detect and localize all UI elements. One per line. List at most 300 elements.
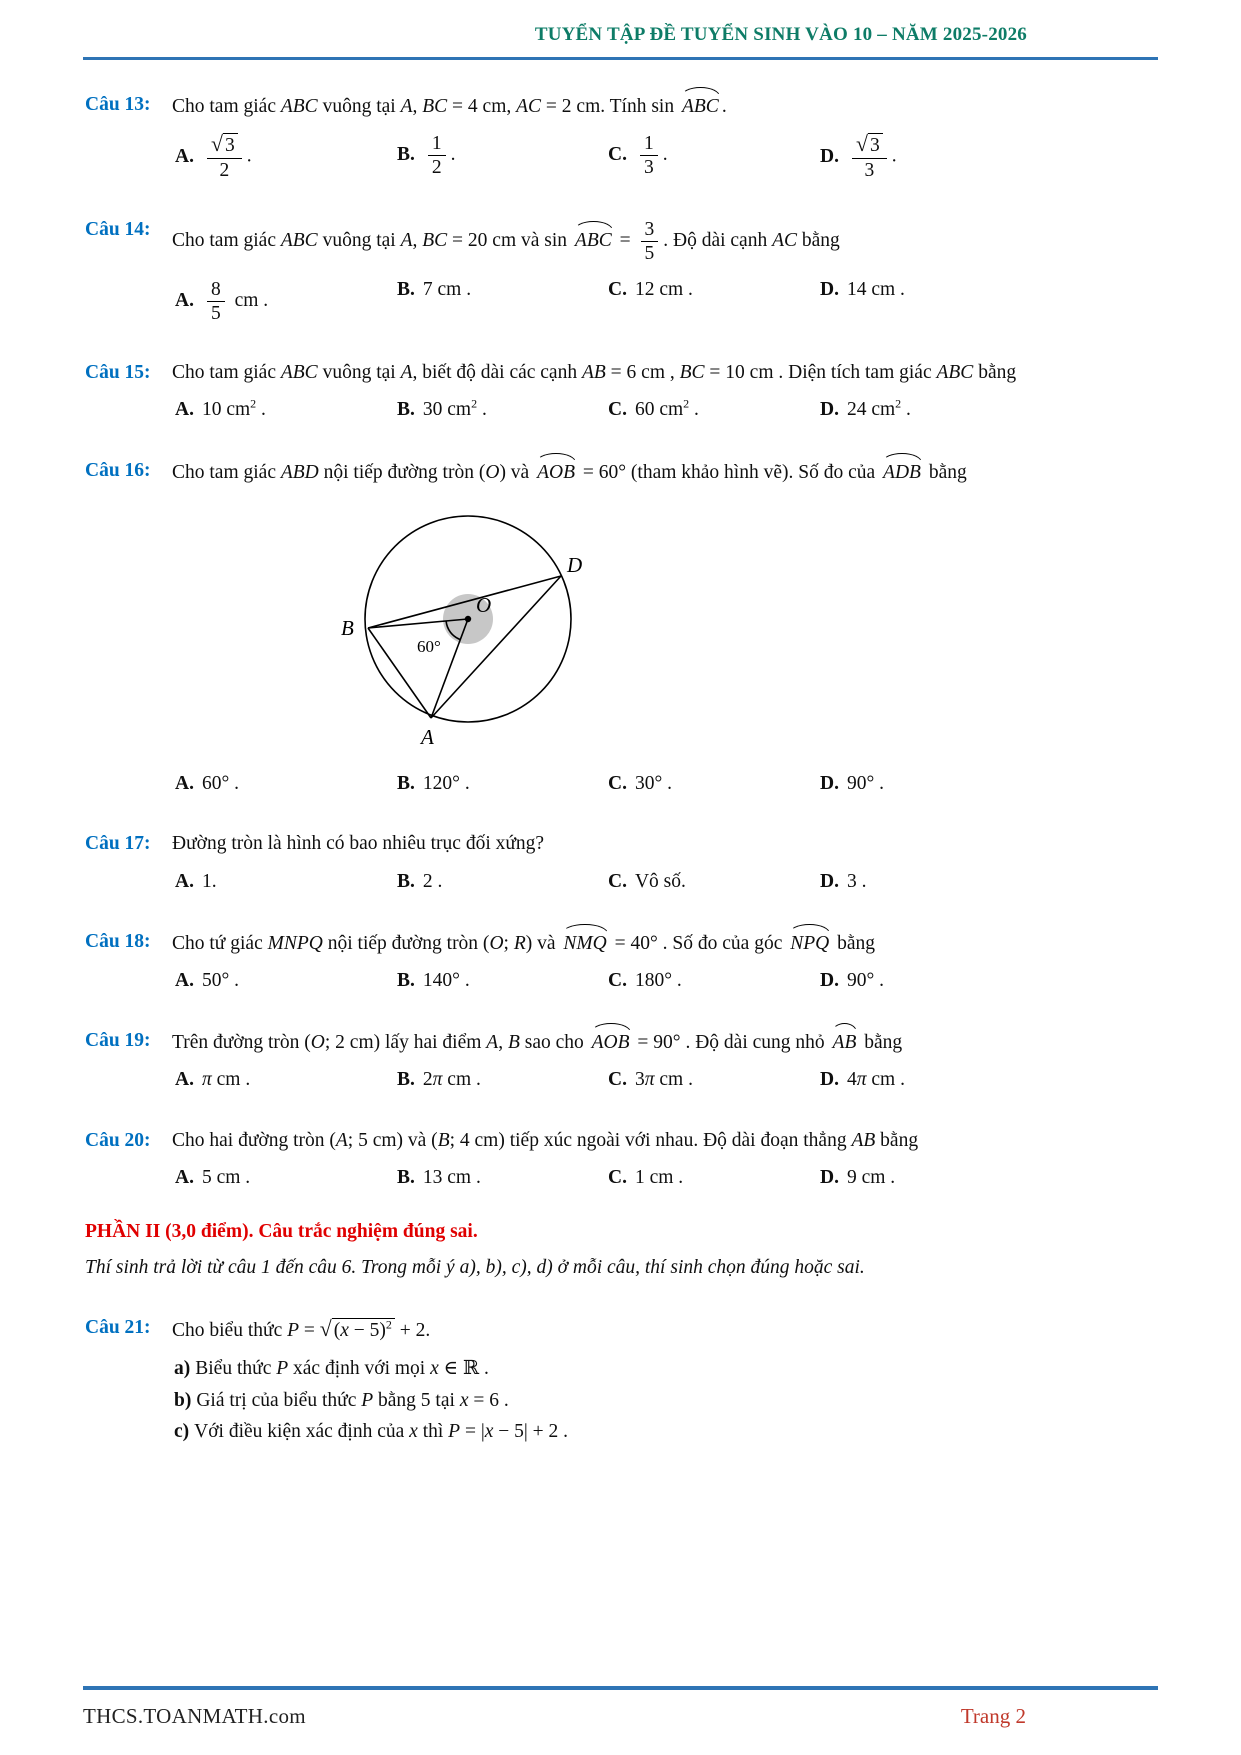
- question-text: [172, 358, 1030, 388]
- text-run: 60 cm: [634, 399, 684, 421]
- option-letter: B.: [397, 279, 415, 301]
- page-footer: [83, 1686, 1158, 1733]
- text-run: + 2.: [394, 1320, 431, 1342]
- option: [820, 1163, 1030, 1193]
- text-run: 1.: [201, 870, 217, 892]
- option-letter: C.: [608, 1166, 627, 1188]
- subitem: [174, 1385, 1030, 1417]
- option: [820, 1065, 1030, 1095]
- question: [85, 1313, 1030, 1448]
- option-letter: D.: [820, 773, 839, 795]
- option: [175, 1163, 397, 1193]
- text-run: 7 cm .: [422, 279, 472, 301]
- question-text: [172, 1313, 1030, 1347]
- text-run: nội tiếp đường tròn (: [318, 461, 486, 483]
- text-run: .: [246, 145, 252, 167]
- math-var: x: [340, 1320, 349, 1342]
- text-run: . Độ dài cạnh: [663, 230, 773, 252]
- question: [85, 927, 1030, 996]
- option: [397, 1065, 608, 1095]
- text-run: = 90° . Độ dài cung nhỏ: [632, 1032, 830, 1054]
- math-var: AB: [851, 1129, 876, 1151]
- text-run: Giá trị của biểu thức: [196, 1389, 362, 1411]
- text-run: cm .: [654, 1069, 693, 1091]
- text-run: = 4 cm,: [447, 96, 517, 118]
- text-run: Cho tam giác: [172, 230, 281, 252]
- text-run: sao cho: [519, 1032, 589, 1054]
- page-header: [0, 0, 1241, 54]
- option: [608, 1065, 820, 1095]
- question: [85, 1026, 1030, 1095]
- math-var: P: [287, 1320, 300, 1342]
- question-text: [172, 1026, 1030, 1058]
- text-run: 30° .: [634, 773, 673, 795]
- text-run: Cho tam giác: [172, 461, 281, 483]
- text-run: 2: [422, 1069, 433, 1091]
- footer-site-link[interactable]: THCS.TOANMATH.com: [83, 1704, 306, 1729]
- question-number: Câu 13:: [85, 94, 151, 116]
- option-letter: D.: [820, 279, 839, 301]
- text-run: =: [299, 1320, 320, 1342]
- text-run: Cho tam giác: [172, 96, 281, 118]
- text-run: Cho tứ giác: [172, 932, 268, 954]
- superscript: 2: [683, 396, 690, 411]
- math-var: x: [430, 1358, 439, 1380]
- math-var: MNPQ: [267, 932, 323, 954]
- math-var: x: [484, 1421, 494, 1443]
- radical-sign: √: [210, 132, 223, 157]
- option-letter: A.: [175, 145, 194, 167]
- denominator: [215, 159, 233, 182]
- point-label-d: D: [567, 552, 583, 577]
- question-number: Câu 15:: [85, 362, 151, 384]
- fraction: [640, 132, 658, 179]
- text-run: Cho tam giác: [172, 362, 281, 384]
- text-run: 3: [864, 160, 875, 182]
- text-run: 50° .: [201, 969, 240, 991]
- text-run: = 60° (tham khảo hình vẽ). Số đo của: [578, 461, 881, 483]
- angle-value-label: 60°: [417, 636, 441, 656]
- text-run: = 40° . Số đo của góc: [609, 932, 788, 954]
- option-letter: B.: [397, 969, 415, 991]
- option-letter: D.: [820, 399, 839, 421]
- text-run: 1: [431, 133, 442, 155]
- text-run: bằng: [923, 461, 967, 483]
- math-var: ABC: [280, 230, 318, 252]
- option: [397, 1163, 608, 1193]
- option: [397, 129, 608, 185]
- math-var: AB: [581, 362, 606, 384]
- text-run: 60° .: [201, 773, 240, 795]
- angle-arc-notation: NMQ: [562, 929, 607, 959]
- text-run: 30 cm: [422, 399, 472, 421]
- text-run: 8: [210, 279, 221, 301]
- option-letter: C.: [608, 399, 627, 421]
- math-var: P: [448, 1421, 461, 1443]
- text-run: .: [450, 144, 456, 166]
- option: [820, 395, 1030, 425]
- math-var: ABC: [280, 362, 318, 384]
- text-run: .: [256, 399, 266, 421]
- question-text: [172, 927, 1030, 959]
- fraction: [641, 218, 659, 265]
- option: [608, 275, 820, 328]
- text-run: 3: [644, 219, 655, 241]
- point-label-a: A: [421, 724, 434, 749]
- text-run: 1: [643, 133, 654, 155]
- text-run: =: [614, 230, 636, 252]
- text-run: vuông tại: [317, 96, 401, 118]
- option-letter: D.: [820, 969, 839, 991]
- text-run: 90° .: [846, 773, 885, 795]
- question-number: Câu 21:: [85, 1317, 151, 1339]
- option: [175, 1065, 397, 1095]
- text-run: , biết độ dài các cạnh: [412, 362, 582, 384]
- chord-ad: [431, 576, 561, 718]
- options-row: [175, 1065, 1030, 1095]
- denominator: [207, 302, 225, 325]
- text-run: ∈ ℝ .: [438, 1358, 489, 1380]
- option-letter: A.: [175, 773, 194, 795]
- math-var: ABC: [280, 96, 318, 118]
- numerator: [207, 132, 242, 159]
- text-run: 5: [644, 243, 655, 265]
- math-var: π: [201, 1069, 212, 1091]
- question-number: Câu 14:: [85, 219, 151, 241]
- math-var: A: [400, 96, 413, 118]
- option: [175, 769, 397, 799]
- text-run: bằng: [875, 1129, 919, 1151]
- option-letter: B.: [397, 1069, 415, 1091]
- text-run: 4: [846, 1069, 857, 1091]
- text-run: .: [662, 144, 668, 166]
- option-letter: C.: [608, 870, 627, 892]
- sqrt-expression: [855, 132, 883, 157]
- text-run: .: [901, 399, 911, 421]
- text-run: vuông tại: [317, 230, 401, 252]
- option: [820, 129, 1030, 185]
- question: [85, 829, 1030, 896]
- page-title: TUYỂN TẬP ĐỀ TUYỂN SINH VÀO 10 – NĂM 2025-2026: [534, 24, 1027, 45]
- circle-figure: [293, 494, 1030, 762]
- text-run: Cho biểu thức: [172, 1320, 288, 1342]
- math-var: R: [513, 932, 526, 954]
- text-run: 120° .: [422, 773, 470, 795]
- option: [397, 966, 608, 996]
- math-var: x: [459, 1389, 469, 1411]
- subitem: [174, 1353, 1030, 1385]
- question-number: Câu 18:: [85, 930, 151, 952]
- subitems: [174, 1353, 1030, 1448]
- option-letter: A.: [175, 1069, 194, 1091]
- option-letter: A.: [175, 290, 194, 312]
- subitem: [174, 1416, 1030, 1448]
- numerator: [428, 132, 446, 156]
- angle-arc-notation: ABC: [574, 226, 613, 256]
- text-run: ,: [412, 96, 423, 118]
- text-run: cm .: [442, 1069, 481, 1091]
- option: [820, 966, 1030, 996]
- text-run: ;: [503, 932, 514, 954]
- question: [85, 456, 1030, 800]
- questions-container: [0, 60, 1241, 1448]
- text-run: ) và: [525, 932, 561, 954]
- text-run: 1 cm .: [634, 1166, 684, 1188]
- option: [397, 867, 608, 897]
- text-run: = 10 cm . Diện tích tam giác: [704, 362, 937, 384]
- text-run: 140° .: [422, 969, 470, 991]
- text-run: 9 cm .: [846, 1166, 896, 1188]
- math-var: A: [486, 1032, 499, 1054]
- option-letter: A.: [175, 1166, 194, 1188]
- point-label-b: B: [341, 615, 354, 640]
- math-var: BC: [422, 96, 448, 118]
- text-run: = 6 .: [468, 1389, 509, 1411]
- angle-arc-notation: AOB: [591, 1028, 631, 1058]
- question: [85, 215, 1030, 328]
- option: [608, 395, 820, 425]
- text-run: Với điều kiện xác định của: [194, 1421, 410, 1443]
- math-var: A: [335, 1129, 348, 1151]
- math-var: A: [400, 362, 413, 384]
- math-var: P: [276, 1358, 289, 1380]
- circle-diagram: [293, 494, 665, 752]
- text-run: ,: [498, 1032, 508, 1054]
- text-run: bằng 5 tại: [373, 1389, 460, 1411]
- options-row: [175, 395, 1030, 425]
- option: [608, 867, 820, 897]
- option-letter: D.: [820, 870, 839, 892]
- center-label-o: O: [476, 592, 492, 617]
- question-number: Câu 17:: [85, 833, 151, 855]
- options-row: [175, 867, 1030, 897]
- fraction: [207, 132, 242, 182]
- question: [85, 1126, 1030, 1193]
- math-var: P: [361, 1389, 374, 1411]
- option-letter: A.: [175, 399, 194, 421]
- option-letter: B.: [397, 1166, 415, 1188]
- option-letter: D.: [820, 145, 839, 167]
- option: [175, 395, 397, 425]
- text-run: (: [333, 1320, 341, 1342]
- text-run: xác định với mọi: [288, 1358, 431, 1380]
- footer-row: [83, 1690, 1158, 1733]
- math-var: ABD: [280, 461, 319, 483]
- question-text: [172, 90, 1030, 122]
- option: [175, 275, 397, 328]
- option: [397, 275, 608, 328]
- text-run: .: [689, 399, 699, 421]
- radicand: [332, 1318, 395, 1341]
- option-letter: A.: [175, 870, 194, 892]
- text-run: bằng: [797, 230, 840, 252]
- option-letter: C.: [608, 1069, 627, 1091]
- text-run: Biểu thức: [195, 1358, 277, 1380]
- text-run: ; 5 cm) và (: [347, 1129, 438, 1151]
- option: [608, 129, 820, 185]
- option-letter: B.: [397, 399, 415, 421]
- question-text: [172, 215, 1030, 268]
- text-run: 12 cm .: [634, 279, 693, 301]
- option-letter: B.: [397, 870, 415, 892]
- text-run: Vô số.: [634, 870, 686, 892]
- text-run: 5: [210, 303, 221, 325]
- option: [608, 966, 820, 996]
- option-letter: C.: [608, 144, 627, 166]
- option-letter: B.: [397, 773, 415, 795]
- radical-sign: √: [855, 132, 868, 157]
- option-letter: C.: [608, 773, 627, 795]
- text-run: .: [891, 145, 897, 167]
- superscript: 2: [895, 396, 902, 411]
- option-letter: D.: [820, 1069, 839, 1091]
- question: [85, 90, 1030, 185]
- text-run: Trên đường tròn (: [172, 1032, 311, 1054]
- numerator: [640, 132, 658, 156]
- text-run: 13 cm .: [422, 1166, 481, 1188]
- option: [608, 1163, 820, 1193]
- text-run: = 20 cm và sin: [447, 230, 572, 252]
- fraction: [428, 132, 446, 179]
- text-run: 3 .: [846, 870, 867, 892]
- options-row: [175, 769, 1030, 799]
- radical-sign: √: [319, 1317, 332, 1342]
- section-note: Thí sinh trả lời từ câu 1 đến câu 6. Trong mỗi ý a), b), c), d) ở mỗi câu, thí sinh chọn đúng hoặc sai.: [85, 1257, 865, 1279]
- option: [608, 769, 820, 799]
- text-run: − 5): [348, 1320, 386, 1342]
- option: [397, 395, 608, 425]
- text-run: 3: [634, 1069, 645, 1091]
- option-letter: B.: [397, 144, 415, 166]
- math-var: π: [856, 1069, 867, 1091]
- superscript: 2: [250, 396, 257, 411]
- text-run: = |: [460, 1421, 485, 1443]
- option: [820, 769, 1030, 799]
- text-run: 2: [431, 157, 442, 179]
- fraction: [852, 132, 887, 182]
- option: [397, 769, 608, 799]
- angle-arc-notation: ABC: [681, 92, 720, 122]
- question-text: [172, 829, 1030, 859]
- text-run: Đường tròn là hình có bao nhiêu trục đối xứng?: [172, 833, 545, 855]
- text-run: 90° .: [846, 969, 885, 991]
- math-var: O: [485, 461, 500, 483]
- footer-page-number: Trang 2: [960, 1704, 1026, 1729]
- math-var: O: [310, 1032, 325, 1054]
- subitem-label: a): [174, 1358, 191, 1380]
- text-run: cm .: [211, 1069, 251, 1091]
- math-var: ABC: [936, 362, 974, 384]
- text-run: 3: [643, 157, 654, 179]
- option-letter: C.: [608, 279, 627, 301]
- denominator: [428, 156, 446, 179]
- radicand: 3: [223, 133, 238, 156]
- text-run: 10 cm: [201, 399, 251, 421]
- angle-arc-notation: AOB: [536, 458, 576, 488]
- subitem-label: b): [174, 1389, 192, 1411]
- text-run: 14 cm .: [846, 279, 905, 301]
- subitem-label: c): [174, 1421, 190, 1443]
- option: [175, 966, 397, 996]
- text-run: 24 cm: [846, 399, 896, 421]
- option-letter: C.: [608, 969, 627, 991]
- angle-arc-notation: NPQ: [789, 929, 830, 959]
- question-text: [172, 456, 1030, 488]
- math-var: π: [432, 1069, 443, 1091]
- center-point: [465, 616, 471, 622]
- numerator: [207, 278, 225, 302]
- math-var: O: [489, 932, 504, 954]
- text-run: ; 4 cm) tiếp xúc ngoài với nhau. Độ dài đoạn thẳng: [449, 1129, 852, 1151]
- superscript: 2: [385, 1317, 392, 1332]
- math-var: BC: [679, 362, 705, 384]
- text-run: Cho hai đường tròn (: [172, 1129, 336, 1151]
- text-run: 180° .: [634, 969, 682, 991]
- sqrt-expression: [210, 132, 238, 157]
- text-run: ) và: [499, 461, 535, 483]
- text-run: .: [721, 96, 727, 118]
- math-var: AC: [516, 96, 542, 118]
- angle-arc-notation: AB: [832, 1028, 858, 1058]
- text-run: cm .: [866, 1069, 905, 1091]
- sqrt-expression: [319, 1317, 395, 1342]
- options-row: [175, 966, 1030, 996]
- denominator: [640, 156, 658, 179]
- text-run: = 2 cm. Tính sin: [541, 96, 679, 118]
- text-run: = 6 cm ,: [605, 362, 680, 384]
- denominator: [641, 242, 659, 265]
- math-var: AC: [772, 230, 798, 252]
- radicand: 3: [868, 133, 883, 156]
- text-run: bằng: [973, 362, 1017, 384]
- question-number: Câu 19:: [85, 1030, 151, 1052]
- options-row: [175, 275, 1030, 328]
- option-letter: D.: [820, 1166, 839, 1188]
- option: [175, 129, 397, 185]
- question-number: Câu 16:: [85, 459, 151, 481]
- options-row: [175, 1163, 1030, 1193]
- superscript: 2: [471, 396, 478, 411]
- text-run: bằng: [859, 1032, 903, 1054]
- question-text: [172, 1126, 1030, 1156]
- text-run: 2 .: [422, 870, 443, 892]
- question: [85, 358, 1030, 425]
- text-run: − 5| + 2 .: [493, 1421, 569, 1443]
- text-run: ; 2 cm) lấy hai điểm: [324, 1032, 487, 1054]
- section-heading: PHẦN II (3,0 điểm). Câu trắc nghiệm đúng sai.: [85, 1221, 478, 1243]
- text-run: thì: [417, 1421, 449, 1443]
- text-run: 5 cm .: [201, 1166, 251, 1188]
- math-var: A: [400, 230, 413, 252]
- option-letter: A.: [175, 969, 194, 991]
- options-row: [175, 129, 1030, 185]
- option: [175, 867, 397, 897]
- math-var: B: [437, 1129, 450, 1151]
- numerator: [641, 218, 659, 242]
- question-number: Câu 20:: [85, 1129, 151, 1151]
- math-var: B: [507, 1032, 520, 1054]
- text-run: 2: [219, 160, 230, 182]
- denominator: [860, 159, 878, 182]
- option: [820, 275, 1030, 328]
- text-run: bằng: [832, 932, 876, 954]
- math-var: π: [644, 1069, 655, 1091]
- angle-arc-notation: ADB: [882, 458, 922, 488]
- text-run: vuông tại: [317, 362, 401, 384]
- fraction: [207, 278, 225, 325]
- math-var: BC: [422, 230, 448, 252]
- text-run: nội tiếp đường tròn (: [322, 932, 490, 954]
